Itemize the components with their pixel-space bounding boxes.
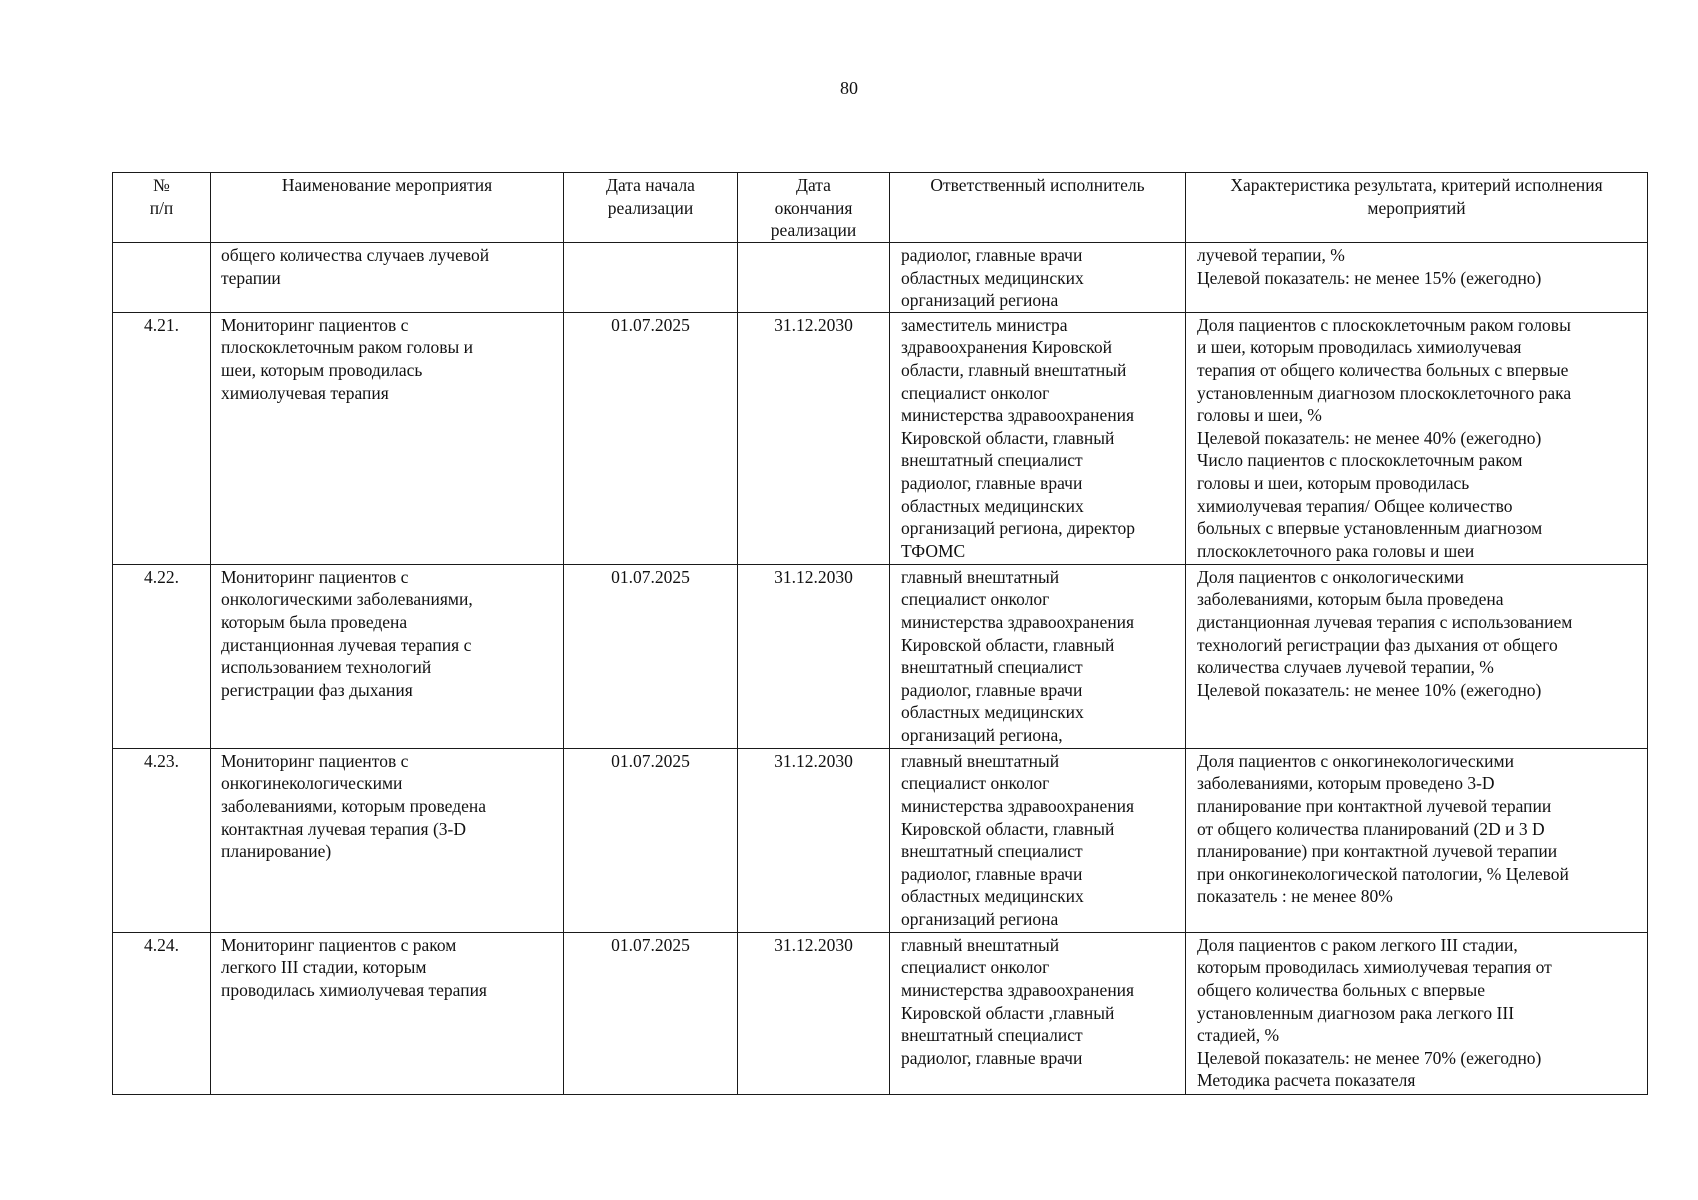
text-line: реализации xyxy=(770,220,857,241)
text-line: планирование) xyxy=(221,841,332,862)
text-line: показатель : не менее 80% xyxy=(1197,886,1393,907)
text-line: окончания xyxy=(774,197,853,218)
text-line: п/п xyxy=(149,197,174,218)
text-line: и шеи, которым проводилась химиолучевая xyxy=(1197,337,1522,358)
row-result xyxy=(1186,564,1648,748)
row-num: 4.23. xyxy=(113,748,211,932)
text-line: главный внештатный xyxy=(901,750,1060,771)
text-line: Мониторинг пациентов с xyxy=(221,314,409,335)
text-line: регистрации фаз дыхания xyxy=(221,679,413,700)
text-line: онкогинекологическими xyxy=(221,773,403,794)
text-line: Наименование мероприятия xyxy=(281,175,493,195)
row-responsible xyxy=(890,564,1186,748)
row-start-date: 01.07.2025 xyxy=(564,932,738,1094)
row-name xyxy=(211,564,564,748)
page-number: 80 xyxy=(840,78,858,98)
text-line: Целевой показатель: не менее 15% (ежегодно) xyxy=(1197,267,1542,288)
row-result xyxy=(1186,932,1648,1094)
row-responsible xyxy=(890,748,1186,932)
text-line: № xyxy=(153,175,170,195)
text-line: Мониторинг пациентов с xyxy=(221,566,409,587)
text-line: мероприятий xyxy=(1367,197,1466,218)
text-line: Целевой показатель: не менее 70% (ежегодно) xyxy=(1197,1047,1542,1068)
text-line: областных медицинских xyxy=(901,495,1084,516)
row-start-date: 01.07.2025 xyxy=(564,312,738,564)
text-line: областных медицинских xyxy=(901,702,1084,723)
table-row xyxy=(113,564,1648,748)
text-line: внештатный специалист xyxy=(901,841,1083,862)
text-line: плоскоклеточным раком головы и xyxy=(221,337,474,358)
text-line: заместитель министра xyxy=(901,314,1068,335)
text-line: радиолог, главные врачи xyxy=(901,679,1083,700)
activities-table xyxy=(112,172,1648,1095)
text-line: ТФОМС xyxy=(901,540,966,561)
text-line: заболеваниями, которым была проведена xyxy=(1197,589,1504,610)
row-num xyxy=(113,243,211,313)
row-responsible xyxy=(890,243,1186,313)
table-row xyxy=(113,748,1648,932)
header-start-date xyxy=(564,173,738,243)
row-end-date: 31.12.2030 xyxy=(738,932,890,1094)
table-row xyxy=(113,312,1648,564)
text-line: терапии xyxy=(221,267,281,288)
row-end-date: 31.12.2030 xyxy=(738,312,890,564)
text-line: терапия от общего количества больных с впервые xyxy=(1197,359,1569,380)
text-line: радиолог, главные врачи xyxy=(901,472,1083,493)
text-line: радиолог, главные врачи xyxy=(901,1047,1083,1068)
header-responsible xyxy=(890,173,1186,243)
text-line: установленным диагнозом рака легкого III xyxy=(1197,1002,1515,1023)
row-result xyxy=(1186,243,1648,313)
text-line: контактная лучевая терапия (3-D xyxy=(221,818,467,839)
text-line: внештатный специалист xyxy=(901,657,1083,678)
table-row xyxy=(113,243,1648,313)
row-end-date: 31.12.2030 xyxy=(738,748,890,932)
row-end-date xyxy=(738,243,890,313)
text-line: министерства здравоохранения xyxy=(901,405,1135,426)
row-name xyxy=(211,748,564,932)
text-line: организаций региона xyxy=(901,290,1059,311)
text-line: министерства здравоохранения xyxy=(901,979,1135,1000)
text-line: специалист онколог xyxy=(901,957,1050,978)
text-line: реализации xyxy=(607,197,694,218)
header-num xyxy=(113,173,211,243)
text-line: Дата xyxy=(796,175,831,195)
row-num: 4.24. xyxy=(113,932,211,1094)
text-line: специалист онколог xyxy=(901,773,1050,794)
text-line: Ответственный исполнитель xyxy=(930,175,1145,195)
text-line: которым была проведена xyxy=(221,611,408,632)
row-name xyxy=(211,312,564,564)
text-line: Характеристика результата, критерий исполнения xyxy=(1230,175,1603,195)
text-line: Целевой показатель: не менее 10% (ежегодно) xyxy=(1197,679,1542,700)
header-name xyxy=(211,173,564,243)
text-line: Кировской области, главный xyxy=(901,427,1115,448)
text-line: Мониторинг пациентов с xyxy=(221,750,409,771)
text-line: легкого III стадии, которым xyxy=(221,957,427,978)
text-line: Доля пациентов с онкологическими xyxy=(1197,566,1464,587)
text-line: при онкогинекологической патологии, % Целевой xyxy=(1197,863,1569,884)
header-end-date xyxy=(738,173,890,243)
text-line: заболеваниями, которым проведено 3-D xyxy=(1197,773,1495,794)
header-result xyxy=(1186,173,1648,243)
text-line: радиолог, главные врачи xyxy=(901,245,1083,265)
row-responsible xyxy=(890,312,1186,564)
text-line: организаций региона, xyxy=(901,724,1063,745)
row-num: 4.21. xyxy=(113,312,211,564)
text-line: онкологическими заболеваниями, xyxy=(221,589,473,610)
text-line: химиолучевая терапия/ Общее количество xyxy=(1197,495,1513,516)
row-name xyxy=(211,243,564,313)
text-line: плоскоклеточного рака головы и шеи xyxy=(1197,540,1475,561)
text-line: радиолог, главные врачи xyxy=(901,863,1083,884)
text-line: установленным диагнозом плоскоклеточного рака xyxy=(1197,382,1572,403)
text-line: Кировской области, главный xyxy=(901,634,1115,655)
text-line: здравоохранения Кировской xyxy=(901,337,1112,358)
text-line: Доля пациентов с плоскоклеточным раком головы xyxy=(1197,314,1571,335)
table-header-row xyxy=(113,173,1648,243)
text-line: внештатный специалист xyxy=(901,1025,1083,1046)
row-responsible xyxy=(890,932,1186,1094)
text-line: специалист онколог xyxy=(901,382,1050,403)
text-line: стадией, % xyxy=(1197,1025,1280,1046)
text-line: дистанционная лучевая терапия с xyxy=(221,634,472,655)
row-start-date xyxy=(564,243,738,313)
text-line: лучевой терапии, % xyxy=(1197,245,1345,265)
text-line: от общего количества планирований (2D и 3 D xyxy=(1197,818,1545,839)
text-line: проводилась химиолучевая терапия xyxy=(221,979,487,1000)
text-line: организаций региона, директор xyxy=(901,518,1135,539)
row-result xyxy=(1186,748,1648,932)
text-line: специалист онколог xyxy=(901,589,1050,610)
text-line: шеи, которым проводилась xyxy=(221,359,423,380)
text-line: заболеваниями, которым проведена xyxy=(221,795,486,816)
text-line: головы и шеи, % xyxy=(1197,405,1322,426)
text-line: планирование при контактной лучевой терапии xyxy=(1197,795,1552,816)
text-line: которым проводилась химиолучевая терапия от xyxy=(1197,957,1552,978)
row-start-date: 01.07.2025 xyxy=(564,564,738,748)
text-line: химиолучевая терапия xyxy=(221,382,389,403)
text-line: главный внештатный xyxy=(901,934,1060,955)
text-line: дистанционная лучевая терапия с использованием xyxy=(1197,611,1573,632)
text-line: общего количества случаев лучевой xyxy=(221,245,490,265)
text-line: главный внештатный xyxy=(901,566,1060,587)
text-line: использованием технологий xyxy=(221,657,432,678)
text-line: Кировской области, главный xyxy=(901,818,1115,839)
text-line: головы и шеи, которым проводилась xyxy=(1197,472,1470,493)
text-line: количества случаев лучевой терапии, % xyxy=(1197,657,1494,678)
row-start-date: 01.07.2025 xyxy=(564,748,738,932)
text-line: больных с впервые установленным диагнозом xyxy=(1197,518,1543,539)
text-line: министерства здравоохранения xyxy=(901,611,1135,632)
text-line: Дата начала xyxy=(606,175,695,195)
row-num: 4.22. xyxy=(113,564,211,748)
text-line: областных медицинских xyxy=(901,267,1084,288)
row-name xyxy=(211,932,564,1094)
text-line: области, главный внештатный xyxy=(901,359,1127,380)
text-line: планирование) при контактной лучевой терапии xyxy=(1197,841,1558,862)
text-line: Доля пациентов с онкогинекологическими xyxy=(1197,750,1514,771)
text-line: Кировской области ,главный xyxy=(901,1002,1115,1023)
text-line: организаций региона xyxy=(901,908,1059,929)
row-end-date: 31.12.2030 xyxy=(738,564,890,748)
text-line: Число пациентов с плоскоклеточным раком xyxy=(1197,450,1523,471)
text-line: областных медицинских xyxy=(901,886,1084,907)
text-line: технологий регистрации фаз дыхания от общего xyxy=(1197,634,1558,655)
text-line: Мониторинг пациентов с раком xyxy=(221,934,457,955)
text-line: министерства здравоохранения xyxy=(901,795,1135,816)
text-line: общего количества больных с впервые xyxy=(1197,979,1486,1000)
text-line: Доля пациентов с раком легкого III стадии, xyxy=(1197,934,1518,955)
row-result xyxy=(1186,312,1648,564)
text-line: Методика расчета показателя xyxy=(1197,1070,1416,1091)
text-line: Целевой показатель: не менее 40% (ежегодно) xyxy=(1197,427,1542,448)
text-line: внештатный специалист xyxy=(901,450,1083,471)
table-row xyxy=(113,932,1648,1094)
